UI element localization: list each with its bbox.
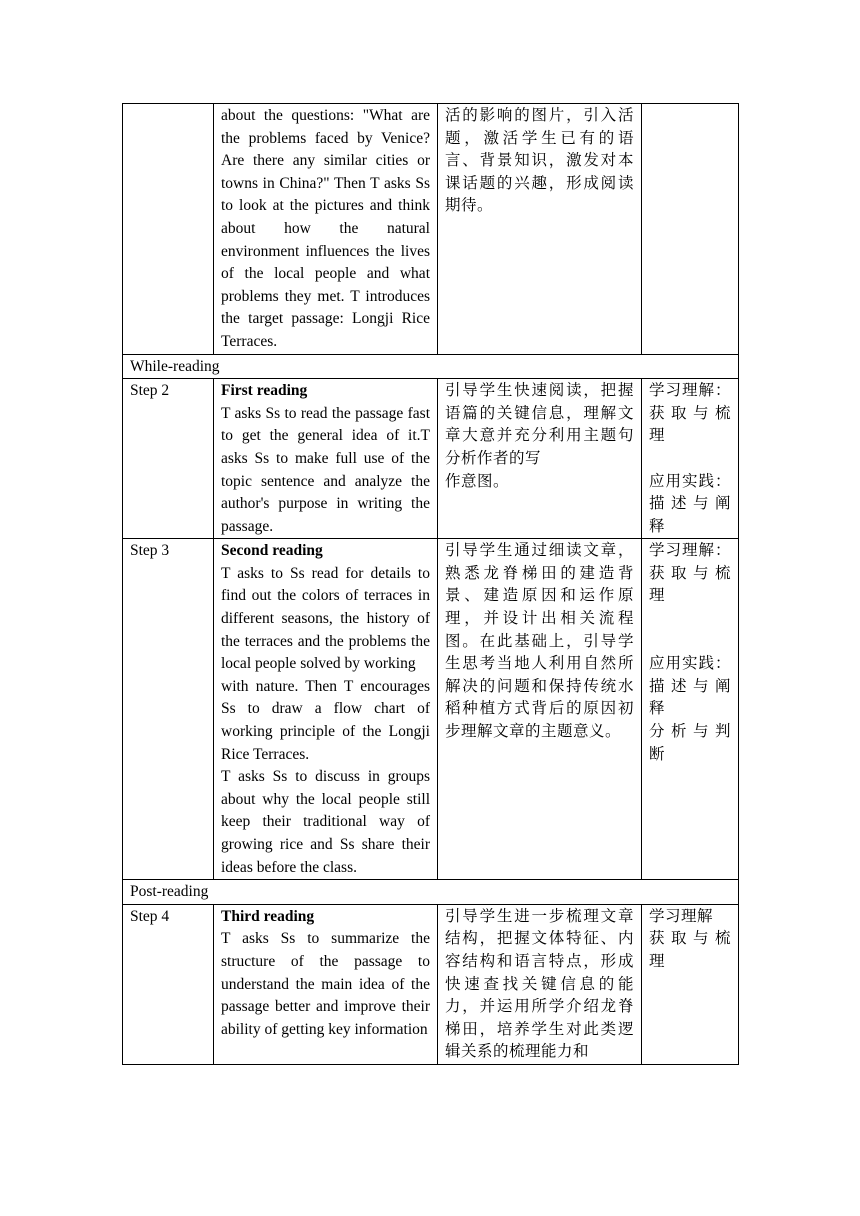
activity-text: T asks Ss to read the passage fast to get the general idea of it.T asks Ss to make full use of the topic sentence and analyze the author's purpose in writing the passage. [221,404,430,535]
activity-cell [214,104,438,355]
purpose-cell [438,379,642,539]
section-header: Post-reading [123,880,739,905]
level-applied-practice: 应用实践：描 述 与 阐 释 [649,655,731,718]
purpose-text: 引导学生进一步梳理文章结构，把握文体特征、内容结构和语言特点，形成快速查找关键信息的能力，并运用所学介绍龙脊梯田，培养学生对此类逻辑关系的梳理能力和 [445,907,634,1061]
level-cell [642,539,739,880]
table-row-step-4 [123,904,739,1064]
step-cell: Step 4 [123,904,214,1064]
activity-text-continued: with nature. Then T encourages Ss to draw a flow chart of working principle of the Longji Rice Terraces. [221,677,430,763]
purpose-cell [438,904,642,1064]
activity-text: about the questions: "What are the problems faced by Venice? Are there any similar cities or towns in China?" Then T asks Ss to look at the pictures and think about how the natural environment influences the lives of the local people and what problems they met. T introduces the target passage: Longji Rice Terraces. [221,107,430,350]
level-applied-practice: 应用实践：描 述 与 阐 释 [649,472,731,535]
purpose-cell [438,104,642,355]
purpose-text: 活的影响的图片，引入活题，激活学生已有的语言、背景知识，激发对本课话题的兴趣，形成阅读期待。 [445,107,634,215]
activity-cell [214,379,438,539]
level-analysis-judgement: 分 析 与 判 断 [649,723,731,763]
activity-cell [214,904,438,1064]
level-cell [642,904,739,1064]
activity-title: First reading [221,382,308,400]
activity-title: Second reading [221,542,323,560]
lesson-plan-table [122,103,739,1065]
purpose-text: 引导学生通过细读文章，熟悉龙脊梯田的建造背景、建造原因和运作原理，并设计出相关流程图。在此基础上，引导学生思考当地人利用自然所解决的问题和保持传统水稻种植方式背后的原因初步理解文章的主题意义。 [445,542,634,741]
activity-title: Third reading [221,907,315,925]
table-row-step-3 [123,539,739,880]
step-cell: Step 3 [123,539,214,880]
level-learning-understanding: 学习理解：获 取 与 梳 理 [649,542,731,605]
purpose-cell [438,539,642,880]
activity-cell [214,539,438,880]
activity-text: T asks Ss to summarize the structure of the passage to understand the main idea of the passage better and improve their ability of getting key information [221,930,430,1038]
table-row-step-2 [123,379,739,539]
level-cell [642,104,739,355]
table-row-continuation [123,104,739,355]
purpose-text-continued: 作意图。 [445,472,510,490]
level-learning-understanding: 学习理解：获 取 与 梳 理 [649,382,731,445]
section-header: While-reading [123,354,739,379]
activity-text-discussion: T asks Ss to discuss in groups about why the local people still keep their traditional way of growing rice and Ss share their ideas before the class. [221,768,430,876]
level-learning-understanding: 学习理解 [649,907,714,925]
purpose-text: 引导学生快速阅读，把握语篇的关键信息，理解文章大意并充分利用主题句分析作者的写 [445,382,634,467]
level-get-and-sort: 获 取 与 梳 理 [649,930,731,970]
step-cell [123,104,214,355]
step-cell: Step 2 [123,379,214,539]
activity-text: T asks to Ss read for details to find out the colors of terraces in different seasons, the history of the terraces and the problems the local people solved by working [221,564,430,673]
section-row-post-reading [123,880,739,905]
level-cell [642,379,739,539]
section-row-while-reading [123,354,739,379]
